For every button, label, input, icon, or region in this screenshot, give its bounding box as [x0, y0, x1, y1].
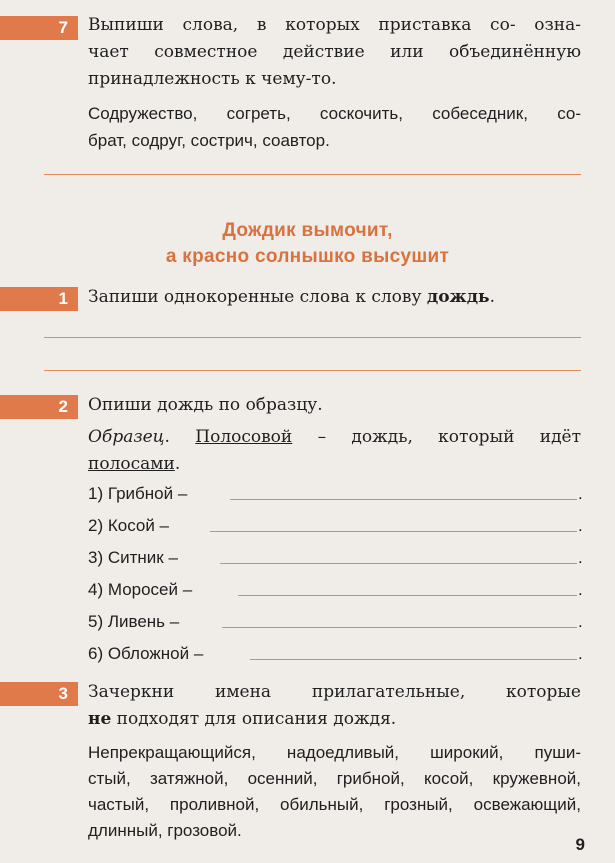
task3-bold-not: не: [88, 709, 112, 729]
task1-instruction: [88, 285, 581, 310]
sample-text: – дождь, который идёт: [292, 427, 582, 447]
section-title-line2: а красно солнышко высушит: [165, 246, 450, 267]
answer-line[interactable]: [250, 659, 577, 660]
task-number-2: [0, 395, 78, 419]
task2-item-1: 1) Грибной –: [88, 484, 188, 503]
task7-instruction-line1: Выпиши слова, в которых приставка со- озна-: [88, 15, 581, 35]
task7-instruction-line3: принадлежность к чему-то.: [88, 69, 337, 89]
task-number-label: 1: [58, 289, 68, 308]
task3-instruction-line2: [88, 707, 581, 732]
task3-words-line1: Непрекращающийся, надоедливый, широкий, пуши-: [88, 743, 581, 762]
task2-sample-line2: [88, 452, 581, 477]
task-number-label: 7: [58, 18, 68, 37]
answer-line[interactable]: [44, 174, 581, 175]
answer-line[interactable]: [44, 337, 581, 338]
task-number-1: [0, 287, 78, 311]
task2-item-6: 6) Обложной –: [88, 644, 204, 663]
task7-words-line1: Содружество, согреть, соскочить, собеседник, со-: [88, 104, 581, 123]
line-end-dot: .: [578, 516, 583, 535]
section-title-line1: Дождик вымочит,: [222, 220, 393, 241]
line-end-dot: .: [578, 644, 583, 663]
task-number-7: [0, 16, 78, 40]
task2-sample-line1: [88, 425, 581, 450]
sample-dot: .: [164, 427, 170, 447]
line-end-dot: .: [578, 612, 583, 631]
line-end-dot: .: [578, 580, 583, 599]
answer-line[interactable]: [238, 595, 577, 596]
sample-label: Образец: [88, 427, 165, 447]
task1-bold-word: дождь: [426, 287, 490, 307]
task7-instruction-line2: чает совместное действие или объединённую: [88, 42, 581, 62]
sample-word: Полосовой: [195, 427, 293, 447]
answer-line[interactable]: [44, 370, 581, 371]
task2-item-5: 5) Ливень –: [88, 612, 180, 631]
task-number-3: [0, 682, 78, 706]
answer-line[interactable]: [220, 563, 577, 564]
task2-item-2: 2) Косой –: [88, 516, 170, 535]
line-end-dot: .: [578, 484, 583, 503]
page-number: 9: [575, 835, 585, 854]
task3-rest: подходят для описания дождя.: [111, 709, 397, 729]
sample-word2: полосами: [88, 454, 175, 474]
task-number-label: 2: [58, 397, 68, 416]
task1-text: Запиши однокоренные слова к слову: [88, 287, 427, 307]
answer-line[interactable]: [222, 627, 577, 628]
task2-item-4: 4) Моросей –: [88, 580, 193, 599]
task7-words-line2: брат, содруг, сострич, соавтор.: [88, 131, 330, 150]
answer-line[interactable]: [210, 531, 577, 532]
task3-words-line4: длинный, грозовой.: [88, 821, 242, 840]
answer-line[interactable]: [230, 499, 577, 500]
line-end-dot: .: [578, 548, 583, 567]
task-number-label: 3: [58, 684, 68, 703]
task3-instruction-line1: Зачеркни имена прилагательные, которые: [88, 682, 581, 702]
task3-words-line2: стый, затяжной, осенний, грибной, косой, кружевной,: [88, 769, 581, 788]
task2-item-3: 3) Ситник –: [88, 548, 178, 567]
task3-words-line3: частый, проливной, обильный, грозный, освежающий,: [88, 795, 581, 814]
task2-instruction: Опиши дождь по образцу.: [88, 395, 323, 415]
sample-end: .: [174, 454, 181, 474]
task1-end: .: [489, 287, 496, 307]
